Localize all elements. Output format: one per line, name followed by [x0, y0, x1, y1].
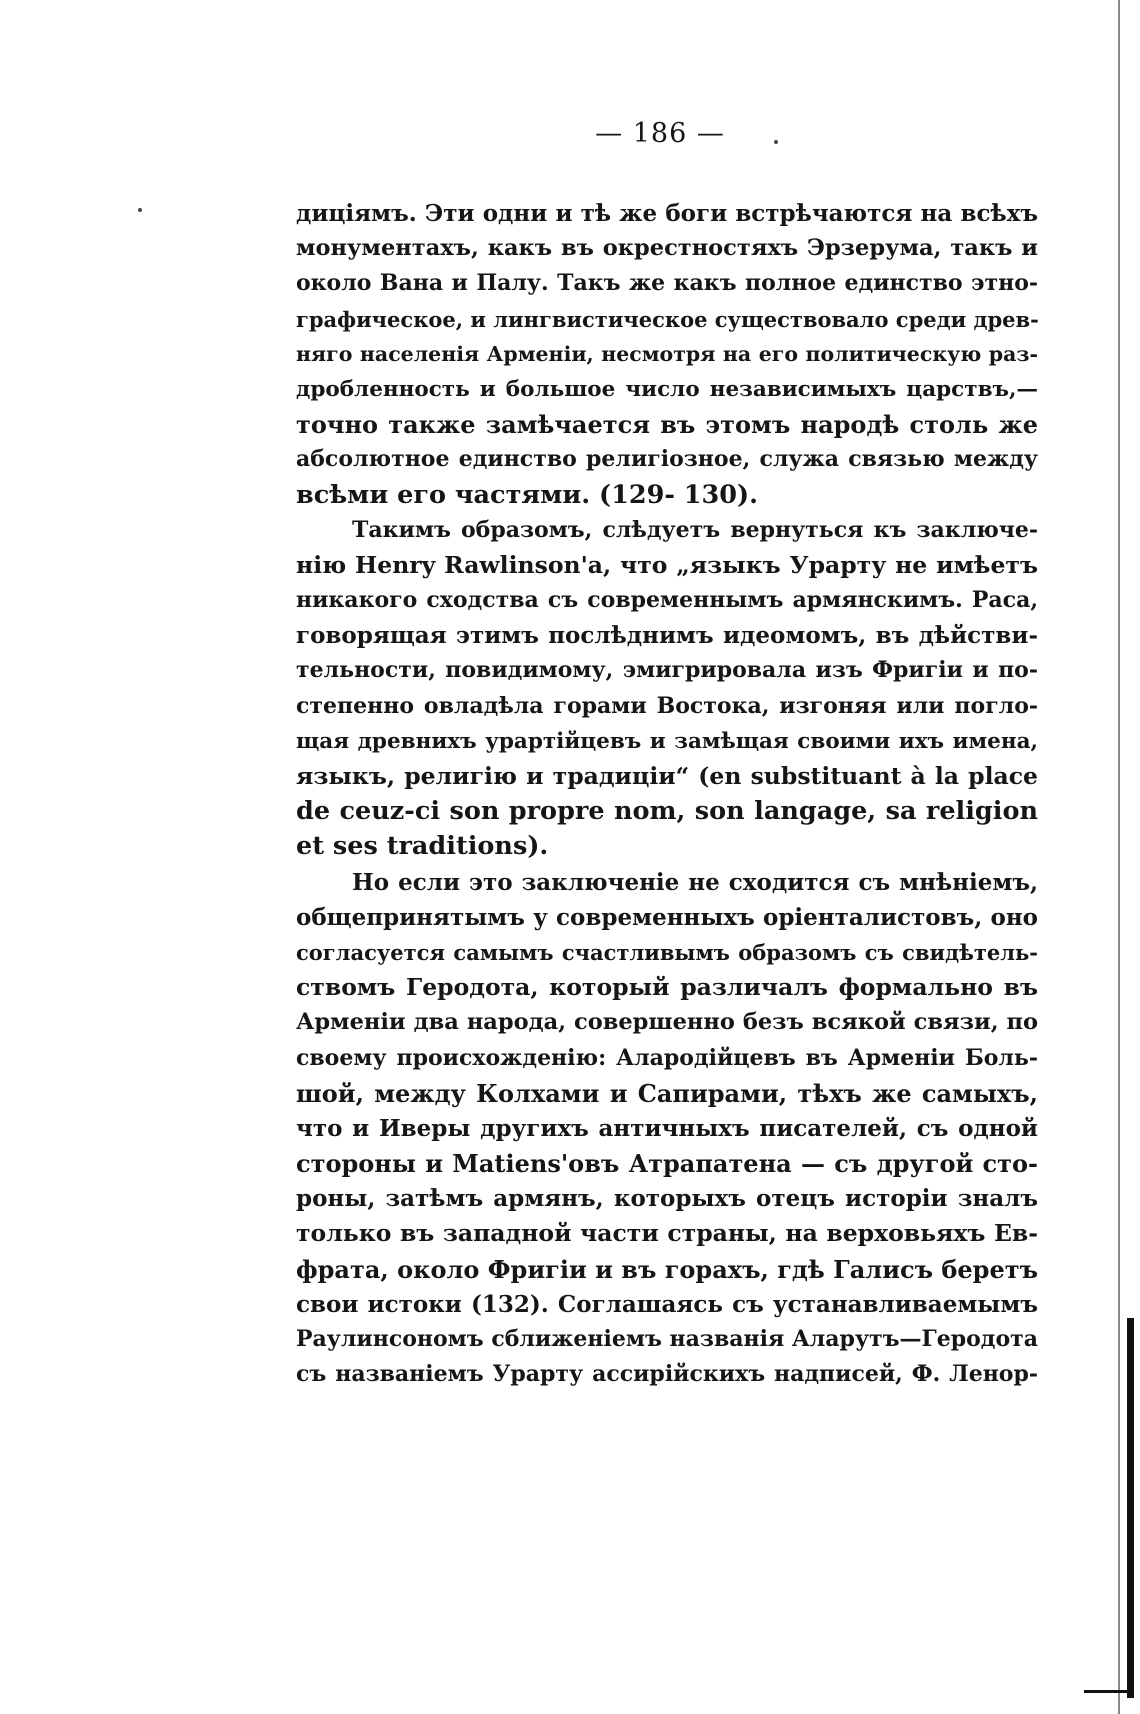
text-line: щая древнихъ урартійцевъ и замѣщая своими ихъ имена,: [296, 728, 1038, 754]
text-line: точно также замѣчается въ этомъ народѣ столь же: [296, 410, 1038, 440]
text-line: диціямъ. Эти одни и тѣ же боги встрѣчаются на всѣхъ: [296, 200, 1038, 227]
text-line: абсолютное единство религіозное, служа связью между: [296, 446, 1038, 473]
text-line: языкъ, религію и традиціи“ (en substituant à la place: [296, 762, 1038, 790]
paragraph-1: [296, 196, 1038, 513]
paragraph-2: [296, 513, 1038, 865]
scan-speck: [138, 208, 142, 212]
scan-edge-line: [1118, 0, 1120, 1714]
text-line: съ названіемъ Урарту ассирійскихъ надписей, Ф. Ленор-: [296, 1361, 1038, 1388]
page-number: — 186 —: [595, 118, 725, 149]
text-line: графическое, и лингвистическое существовало среди древ-: [296, 306, 1039, 332]
text-line: степенно овладѣла горами Востока, изгоняя или погло-: [296, 692, 1038, 719]
text-line: de ceuz-ci son propre nom, son langage, sa religion: [296, 796, 1038, 827]
text-line: ствомъ Геродота, который различалъ формально въ: [296, 973, 1038, 1002]
text-line: общепринятымъ у современныхъ оріенталистовъ, оно: [296, 903, 1038, 931]
text-line: всѣми его частями. (129- 130).: [296, 479, 758, 510]
text-line: et ses traditions).: [296, 831, 549, 862]
scan-speck: [774, 140, 778, 144]
text-line: нію Henry Rawlinson'а, что „языкъ Урарту не имѣетъ: [296, 550, 1038, 579]
scan-edge-bar: [1127, 1318, 1134, 1698]
text-line: роны, затѣмъ армянъ, которыхъ отецъ исторіи зналъ: [296, 1185, 1038, 1213]
text-line: никакого сходства съ современнымъ армянскимъ. Раса,: [296, 587, 1038, 614]
text-line: тельности, повидимому, эмигрировала изъ Фригіи и по-: [296, 657, 1038, 684]
text-line: Но если это заключеніе не сходится съ мнѣніемъ,: [352, 868, 1038, 896]
text-line: Раулинсономъ сближеніемъ названія Аларутъ—Геродота: [296, 1326, 1038, 1352]
page-body-text: [296, 196, 1038, 1392]
scan-edge-bar: [1084, 1690, 1134, 1693]
text-line: говорящая этимъ послѣднимъ идеомомъ, въ дѣйстви-: [296, 622, 1038, 650]
text-line: около Вана и Палу. Такъ же какъ полное единство этно-: [296, 270, 1038, 297]
text-line: свои истоки (132). Соглашаясь съ устанавливаемымъ: [296, 1290, 1038, 1318]
text-line: монументахъ, какъ въ окрестностяхъ Эрзерума, такъ и: [296, 235, 1038, 262]
text-line: шой, между Колхами и Сапирами, тѣхъ же самыхъ,: [296, 1078, 1038, 1108]
text-line: няго населенія Арменіи, несмотря на его политическую раз-: [296, 341, 1038, 366]
text-line: стороны и Matiens'овъ Атрапатена — съ другой сто-: [296, 1149, 1038, 1179]
text-line: дробленность и большое число независимыхъ царствъ,—: [296, 376, 1038, 402]
text-line: согласуется самымъ счастливымъ образомъ съ свидѣтель-: [296, 939, 1038, 965]
text-line: только въ западной части страны, на верховьяхъ Ев-: [296, 1219, 1038, 1248]
text-line: фрата, около Фригіи и въ горахъ, гдѣ Галисъ беретъ: [296, 1254, 1038, 1284]
paragraph-3: [296, 865, 1038, 1393]
text-line: своему происхожденію: Алародійцевъ въ Арменіи Боль-: [296, 1044, 1038, 1071]
text-line: Арменіи два народа, совершенно безъ всякой связи, по: [296, 1009, 1038, 1036]
text-line: Такимъ образомъ, слѣдуетъ вернуться къ заключе-: [352, 516, 1038, 543]
text-line: что и Иверы другихъ античныхъ писателей, съ одной: [296, 1114, 1038, 1142]
